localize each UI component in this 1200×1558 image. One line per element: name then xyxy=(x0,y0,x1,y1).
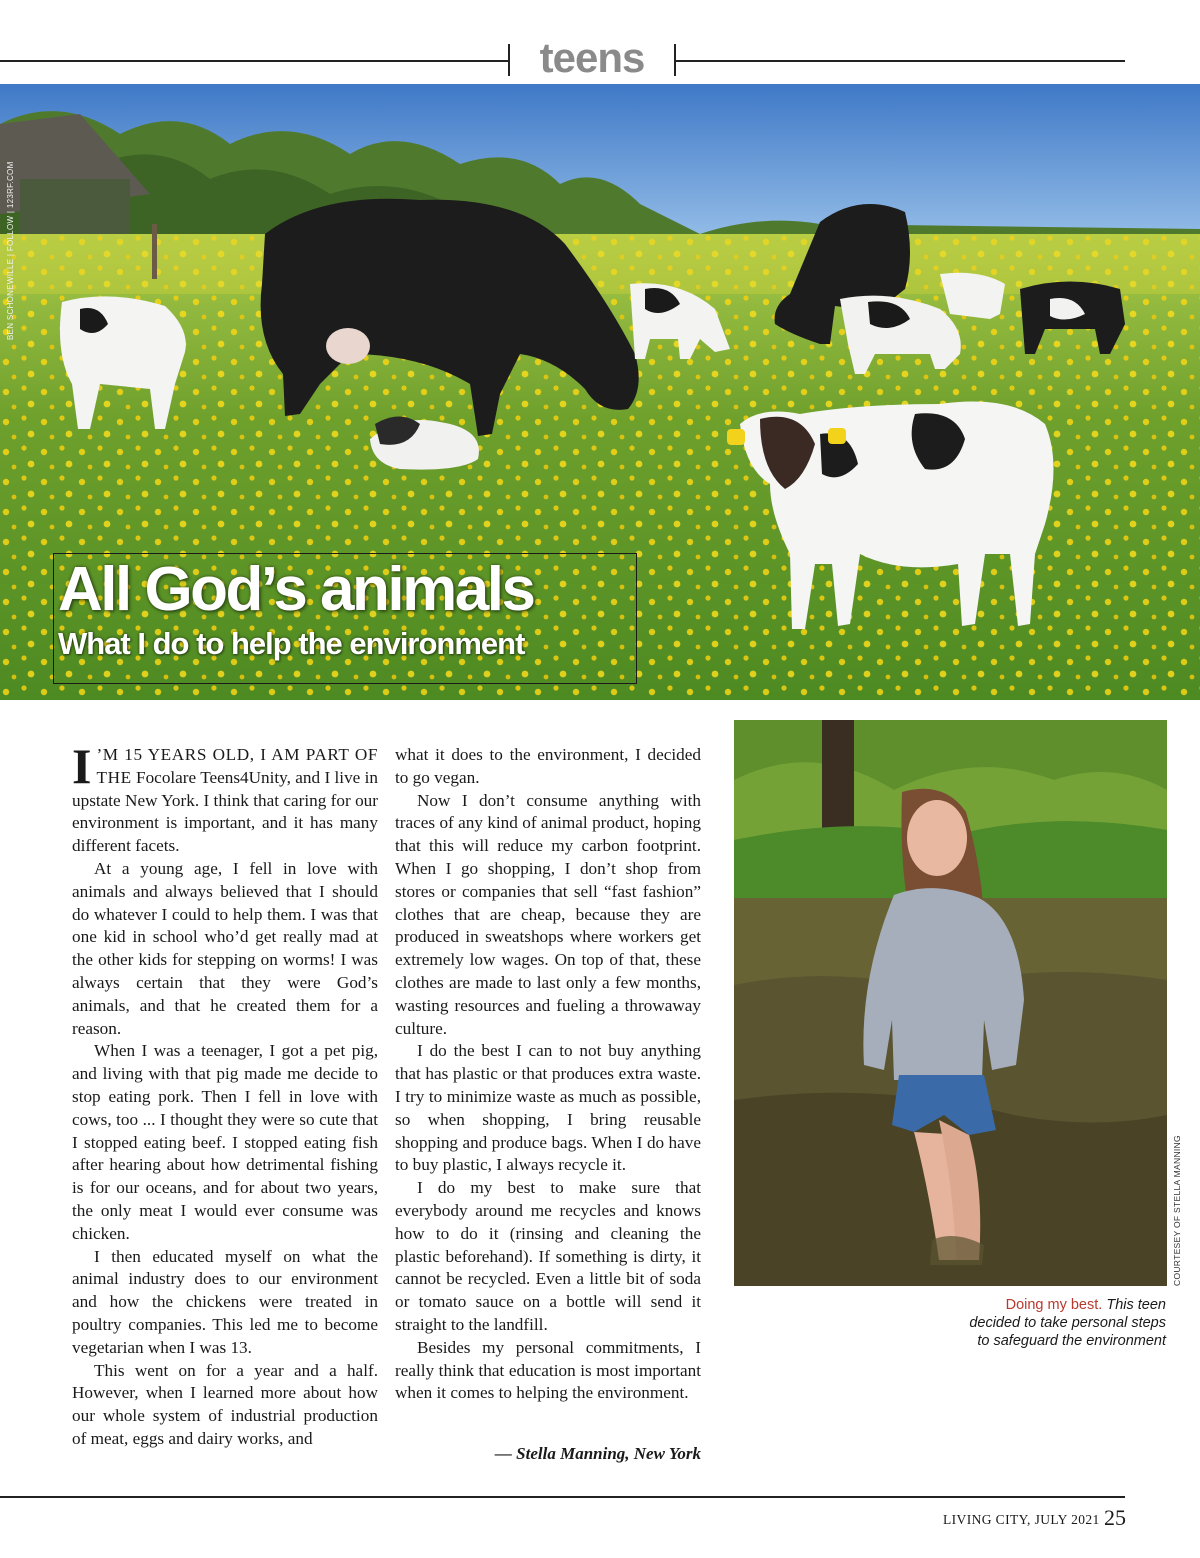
portrait-photo-illustration xyxy=(734,720,1167,1286)
section-label: teens xyxy=(539,34,645,81)
portrait-photo-credit: COURTESEY OF STELLA MANNING xyxy=(1172,1135,1182,1286)
drop-cap: I xyxy=(72,738,92,794)
article-paragraph: This went on for a year and a half. However, when I learned more about how our whole system of industrial production of meat, eggs and dairy works, and xyxy=(72,1360,378,1448)
caption-body: This teen decided to take personal steps to safeguard the environment xyxy=(969,1297,1166,1349)
portrait-photo xyxy=(734,720,1167,1286)
header-rule-right xyxy=(676,60,1125,62)
author-signature: — Stella Manning, New York xyxy=(494,1444,701,1463)
caption-lead: Doing my best. xyxy=(1005,1297,1103,1313)
article-paragraph: I then educated myself on what the animal industry does to our environment and how the chickens were treated in poultry companies. This led me to become vegetarian when I was 13. xyxy=(72,1246,378,1357)
article-paragraph xyxy=(72,738,379,858)
photo-caption xyxy=(960,1296,1166,1350)
article-paragraph: Now I don’t consume anything with traces of any kind of animal product, hoping that this will reduce my carbon footprint. When I go shopping, I don’t shop from stores or companies that sell “fast fashion” clothes that are cheap, because they are produced in sweatshops where workers get extremely low wages. On top of that, these clothes are made to last only a few months, wasting resources and fueling a throwaway culture. xyxy=(395,790,701,1038)
article-paragraph: When I was a teenager, I got a pet pig, and living with that pig made me decide to stop eating pork. Then I fell in love with cows, too ... I thought they were so cute that I stopped eating beef. I stopped eating fish after hearing about how detrimental fishing is for our oceans, and for about two years, the only meat I would ever consume was chicken. xyxy=(72,1041,378,1243)
article-subheadline: What I do to help the environment xyxy=(58,626,525,661)
article-paragraph: Besides my personal commitments, I really think that education is most important when it comes to helping the environment. xyxy=(395,1337,701,1403)
hero-photo-credit: BEN SCHONEWILLE | FOLLOW | 123RF.COM xyxy=(6,161,15,340)
page-number: 25 xyxy=(1104,1505,1126,1530)
article-paragraph: I do my best to make sure that everybody around me recycles and knows how to do it (rinsing and cleaning the plastic beforehand). If something is dirty, it cannot be recycled. Even a little bit of soda or tomato sauce on a bottle will send it straight to the landfill. xyxy=(395,1178,701,1334)
header-tick-left xyxy=(508,44,510,76)
article-headline: All God’s animals xyxy=(58,555,534,624)
article-lead-in: ’M 15 YEARS OLD, I AM PART OF THE xyxy=(96,745,378,787)
article-paragraph: At a young age, I fell in love with animals and always believed that I should do whatever I could to help them. I was that one kid in school who’d get really mad at the other kids for stepping on worms! I was always certain that they were God’s animals, and that he created them for a reason. xyxy=(72,858,378,1038)
folio: LIVING CITY, JULY 2021 xyxy=(943,1512,1100,1527)
article-paragraph: what it does to the environment, I decided to go vegan. xyxy=(395,745,701,787)
article-column-one xyxy=(72,738,379,1451)
footer-rule xyxy=(0,1496,1125,1498)
article-column-two xyxy=(395,744,701,1405)
header-rule-left xyxy=(0,60,508,62)
article-paragraph-text: Focolare Teens4Unity, and I live in upstate New York. I think that caring for our environment is important, and it has many different facets. xyxy=(72,767,379,856)
article-paragraph: I do the best I can to not buy anything that has plastic or that produces extra waste. I try to minimize waste as much as possible, so when shopping, I bring reusable shopping and produce bags. When I do have to buy plastic, I always recycle it. xyxy=(395,1041,701,1175)
